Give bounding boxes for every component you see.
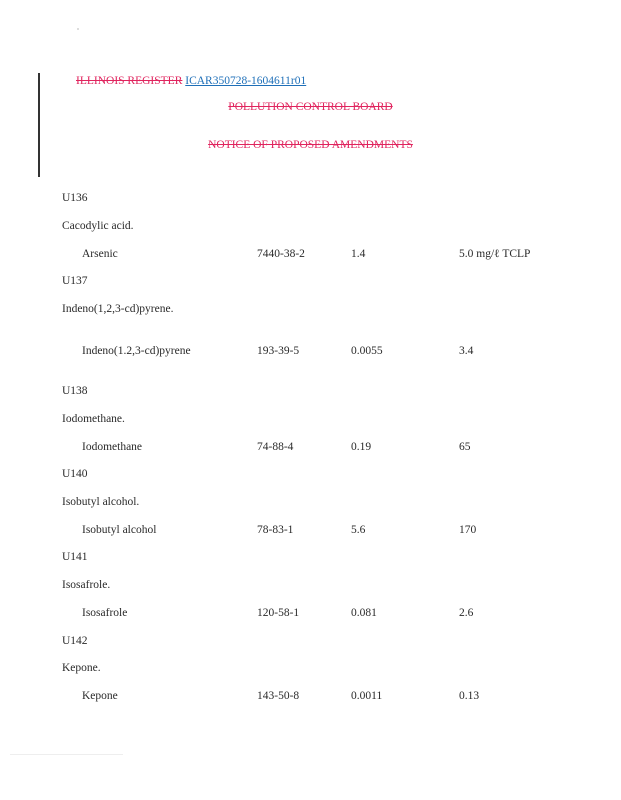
nonwastewater-standard: 2.6	[459, 607, 474, 619]
constituent-name: Iodomethane	[82, 441, 143, 453]
waste-name: Kepone.	[62, 662, 101, 674]
wastewater-standard: 1.4	[351, 248, 366, 260]
register-inserted-text: ICAR350728-1604611r01	[185, 75, 307, 87]
waste-code: U141	[62, 551, 88, 563]
waste-name: Indeno(1,2,3-cd)pyrene.	[62, 303, 174, 315]
wastewater-standard: 0.0011	[351, 690, 383, 702]
cas-number: 78-83-1	[257, 524, 294, 536]
register-deleted-text: ILLINOIS REGISTER	[76, 75, 183, 87]
waste-name: Isobutyl alcohol.	[62, 496, 140, 508]
constituent-name: Isobutyl alcohol	[82, 524, 157, 536]
notice-header	[0, 139, 621, 151]
cas-number: 143-50-8	[257, 690, 300, 702]
register-header	[76, 75, 306, 87]
waste-code: U138	[62, 385, 88, 397]
cas-number: 74-88-4	[257, 441, 294, 453]
wastewater-standard: 5.6	[351, 524, 366, 536]
nonwastewater-standard: 5.0 mg/ℓ TCLP	[459, 248, 531, 260]
wastewater-standard: 0.19	[351, 441, 372, 453]
board-deleted-text: POLLUTION CONTROL BOARD	[228, 101, 393, 113]
waste-name: Cacodylic acid.	[62, 220, 134, 232]
nonwastewater-standard: 3.4	[459, 345, 474, 357]
cas-number: 120-58-1	[257, 607, 300, 619]
nonwastewater-standard: 0.13	[459, 690, 480, 702]
constituent-name: Indeno(1.2,3-cd)pyrene	[82, 345, 191, 357]
wastewater-standard: 0.0055	[351, 345, 383, 357]
nonwastewater-standard: 170	[459, 524, 477, 536]
board-header	[0, 101, 621, 113]
waste-code: U140	[62, 468, 88, 480]
wastewater-standard: 0.081	[351, 607, 377, 619]
notice-deleted-text: NOTICE OF PROPOSED AMENDMENTS	[208, 139, 413, 151]
cas-number: 193-39-5	[257, 345, 300, 357]
waste-code: U136	[62, 192, 88, 204]
waste-code: U142	[62, 635, 88, 647]
constituent-name: Arsenic	[82, 248, 118, 260]
waste-code: U137	[62, 275, 88, 287]
cas-number: 7440-38-2	[257, 248, 305, 260]
waste-name: Iodomethane.	[62, 413, 125, 425]
constituent-name: Isosafrole	[82, 607, 128, 619]
change-bar	[38, 73, 40, 177]
waste-name: Isosafrole.	[62, 579, 111, 591]
constituent-name: Kepone	[82, 690, 118, 702]
footer-rule	[10, 754, 123, 755]
scan-mark	[77, 28, 79, 30]
nonwastewater-standard: 65	[459, 441, 471, 453]
